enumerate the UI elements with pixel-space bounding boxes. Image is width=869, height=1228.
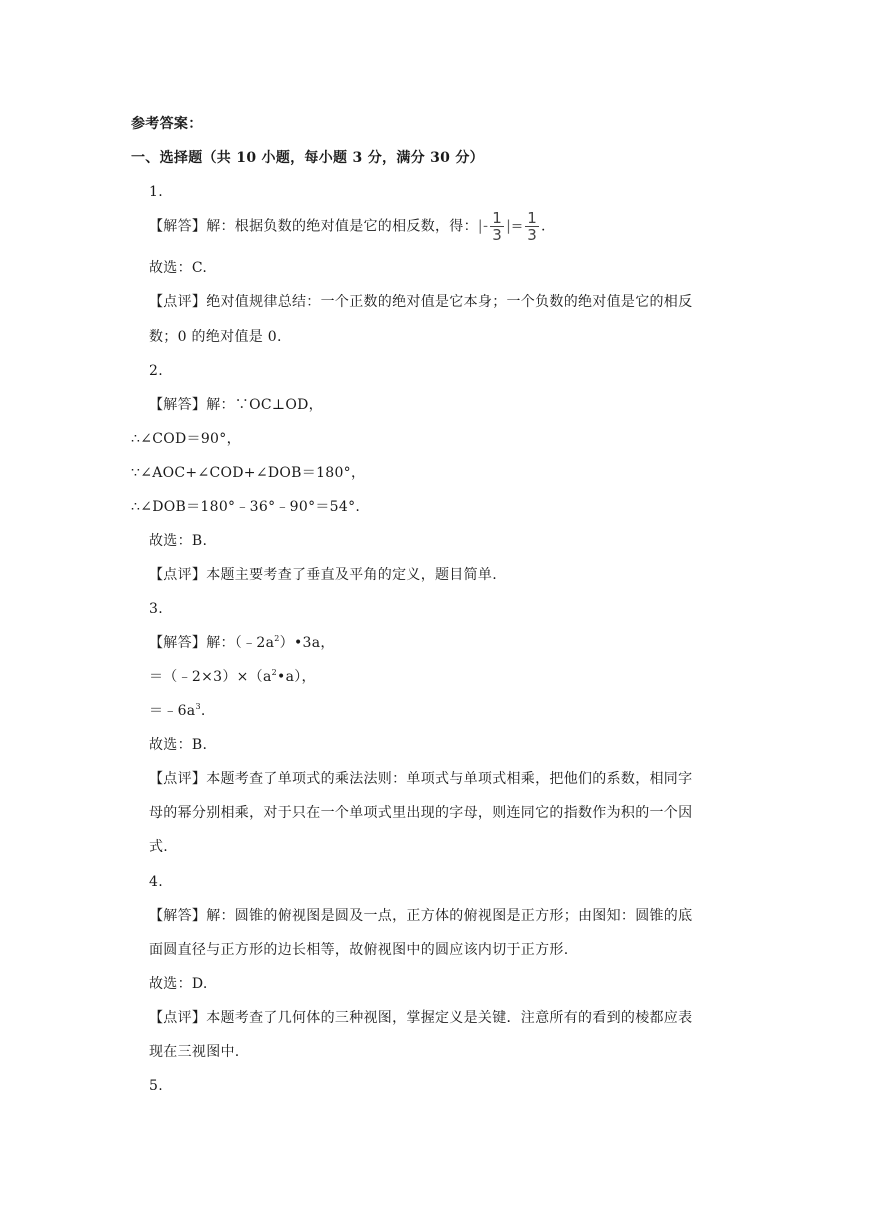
q3-answer-line3: [149, 701, 206, 721]
q2-comment: 【点评】本题主要考查了垂直及平角的定义，题目简单.: [149, 567, 497, 583]
q1-comment-line1: 【点评】绝对值规律总结：一个正数的绝对值是它本身；一个负数的绝对值是它的相反: [149, 294, 693, 310]
q1-choice: 故选：C.: [149, 260, 208, 276]
q3-comment-line2: 母的幂分别相乘，对于只在一个单项式里出现的字母，则连同它的指数作为积的一个因: [149, 805, 693, 821]
sentence-end: .: [541, 218, 546, 235]
exponent: 2: [274, 634, 280, 643]
exponent: 2: [271, 668, 278, 677]
q1-number: 1.: [149, 184, 163, 200]
q1-comment-line2: 数；0 的绝对值是 0.: [149, 329, 282, 345]
abs-bar-open: |: [477, 218, 483, 235]
abs-bar-close: |: [506, 218, 512, 235]
q3-answer-line1: [149, 633, 335, 653]
q4-choice: 故选：D.: [149, 976, 208, 992]
fraction-one-third-result: [525, 210, 539, 243]
q5-number: 5.: [149, 1078, 163, 1094]
q2-choice: 故选：B.: [149, 533, 208, 549]
fraction-one-third: [490, 210, 504, 243]
q3-line2-text: ＝（﹣2×3）×（a: [149, 669, 272, 685]
fraction-denominator: 3: [492, 226, 503, 244]
fraction-numerator: 1: [527, 209, 538, 227]
q2-answer-line3: ∵∠AOC+∠COD+∠DOB＝180°，: [131, 465, 366, 481]
q3-line1-tail: ）•3a，: [279, 635, 335, 651]
q4-comment-line2: 现在三视图中.: [149, 1044, 240, 1060]
section-heading: 一、选择题（共 10 小题，每小题 3 分，满分 30 分）: [131, 150, 484, 166]
fraction-denominator: 3: [527, 226, 538, 244]
q2-answer-line1: 【解答】解：∵OC⊥OD，: [149, 397, 323, 413]
q3-answer-line2: [149, 667, 316, 687]
fraction-numerator: 1: [492, 209, 503, 227]
q3-comment-line1: 【点评】本题考查了单项式的乘法法则：单项式与单项式相乘，把他们的系数，相同字: [149, 771, 693, 787]
equals-sign: =: [511, 218, 524, 235]
q3-line3-tail: .: [200, 703, 206, 719]
q4-comment-line1: 【点评】本题考查了几何体的三种视图，掌握定义是关键．注意所有的看到的棱都应表: [149, 1010, 693, 1026]
q2-answer-line4: ∴∠DOB＝180°﹣36°﹣90°＝54°.: [131, 499, 361, 515]
q3-choice: 故选：B.: [149, 737, 208, 753]
q3-line1-text: 【解答】解：（﹣2a: [149, 635, 275, 651]
q2-answer-line2: ∴∠COD＝90°，: [131, 431, 241, 447]
q2-number: 2.: [149, 363, 163, 379]
q3-line2-tail: •a），: [277, 669, 316, 685]
q3-number: 3.: [149, 601, 163, 617]
q4-answer-line1: 【解答】解：圆锥的俯视图是圆及一点，正方体的俯视图是正方形；由图知：圆锥的底: [149, 908, 693, 924]
q1-answer: [149, 210, 546, 243]
q3-comment-line3: 式.: [149, 839, 169, 855]
q4-answer-line2: 面圆直径与正方形的边长相等，故俯视图中的圆应该内切于正方形.: [149, 942, 569, 958]
q4-number: 4.: [149, 874, 163, 890]
page-title: 参考答案：: [131, 116, 203, 132]
minus-sign: -: [482, 218, 489, 235]
exponent: 3: [195, 702, 201, 711]
q3-line3-text: ＝﹣6a: [149, 703, 196, 719]
q1-answer-text: 【解答】解：根据负数的绝对值是它的相反数，得：: [149, 218, 478, 235]
